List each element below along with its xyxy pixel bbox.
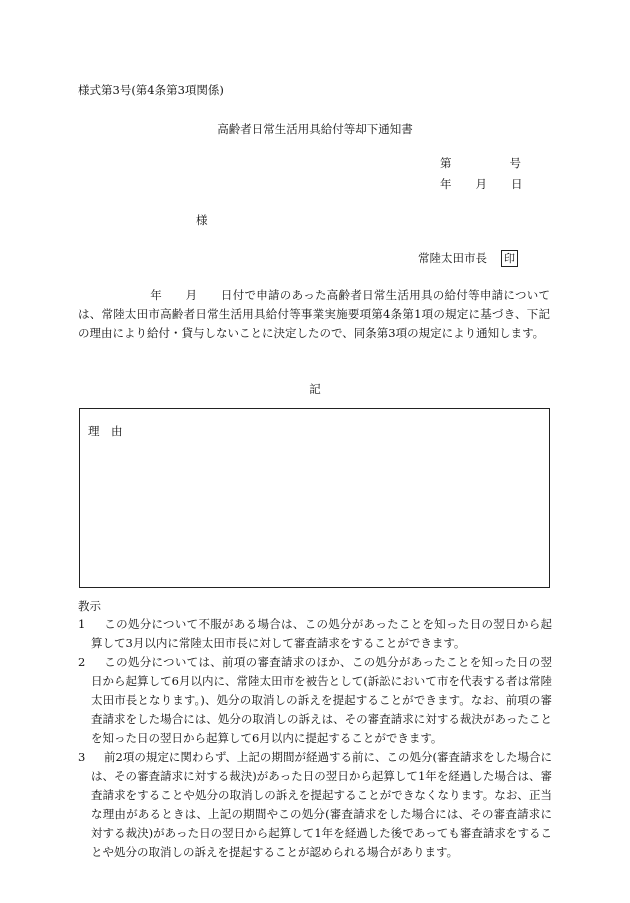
number-label-go: 号	[509, 156, 521, 170]
addressee-line: 様	[196, 213, 208, 227]
number-label-dai: 第	[440, 156, 452, 170]
instruction-list	[78, 615, 552, 862]
form-number: 様式第3号(第4条第3項関係)	[78, 83, 224, 97]
instruction-text-content: この処分について不服がある場合は、この処分があったことを知った日の翌日から起算して3月以内に常陸太田市長に対して審査請求をすることができます。	[91, 617, 552, 650]
instruction-text	[91, 750, 552, 859]
issuer-mayor: 常陸太田市長	[418, 251, 487, 265]
date-year-label: 年	[440, 177, 452, 191]
instruction-number: 2	[78, 655, 86, 669]
notice-body-content: 年 月 日付で申請のあった高齢者日常生活用具の給付等申請については、常陸太田市高齢者日常生活用具給付等事業実施要項第4条第1項の規定に基づき、下記の理由により給付・貸与しないことに決定したので、同条第3項の規定により通知します。	[78, 288, 550, 340]
issuer-line	[418, 250, 518, 267]
instruction-text	[91, 617, 552, 650]
instruction-item-2	[78, 653, 552, 748]
instruction-text-content: 前2項の規定に関わらず、上記の期間が経過する前に、この処分(審査請求をした場合には、その審査請求に対する裁決)があった日の翌日から起算して1年を経過した場合は、審査請求をすることや処分の取消しの訴えを提起することができなくなります。なお、正当な理由があるときは、上記の期間やこの処分(審査請求をした場合には、その審査請求に対する裁決)があった日の翌日から起算して1年を経過した後であっても審査請求をすることや処分の取消しの訴えを提起することが認められる場合があります。	[91, 750, 552, 859]
date-day-label: 日	[511, 177, 523, 191]
document-title: 高齢者日常生活用具給付等却下通知書	[217, 122, 413, 136]
instruction-number: 3	[78, 750, 86, 764]
document-date-line	[440, 176, 523, 192]
instruction-text-content: この処分については、前項の審査請求のほか、この処分があったことを知った日の翌日から起算して6月以内に、常陸太田市を被告として(訴訟において市を代表する者は常陸太田市長となります。)、処分の取消しの訴えを提起することができます。なお、前項の審査請求をした場合には、処分の取消しの訴えは、その審査請求に対する裁決があったことを知った日の翌日から起算して6月以内に提起することができます。	[91, 655, 552, 745]
instruction-text	[91, 655, 552, 745]
date-month-label: 月	[475, 177, 487, 191]
instruction-item-3	[78, 748, 552, 862]
document-number-line	[440, 155, 521, 171]
instruction-item-1	[78, 615, 552, 653]
instruction-heading: 教示	[78, 599, 101, 613]
seal-mark: 印	[501, 250, 518, 267]
instruction-number: 1	[78, 617, 86, 631]
notice-body-text	[78, 286, 550, 343]
reason-label: 理 由	[88, 424, 123, 438]
reason-box	[79, 408, 550, 588]
ki-heading: 記	[309, 382, 321, 396]
